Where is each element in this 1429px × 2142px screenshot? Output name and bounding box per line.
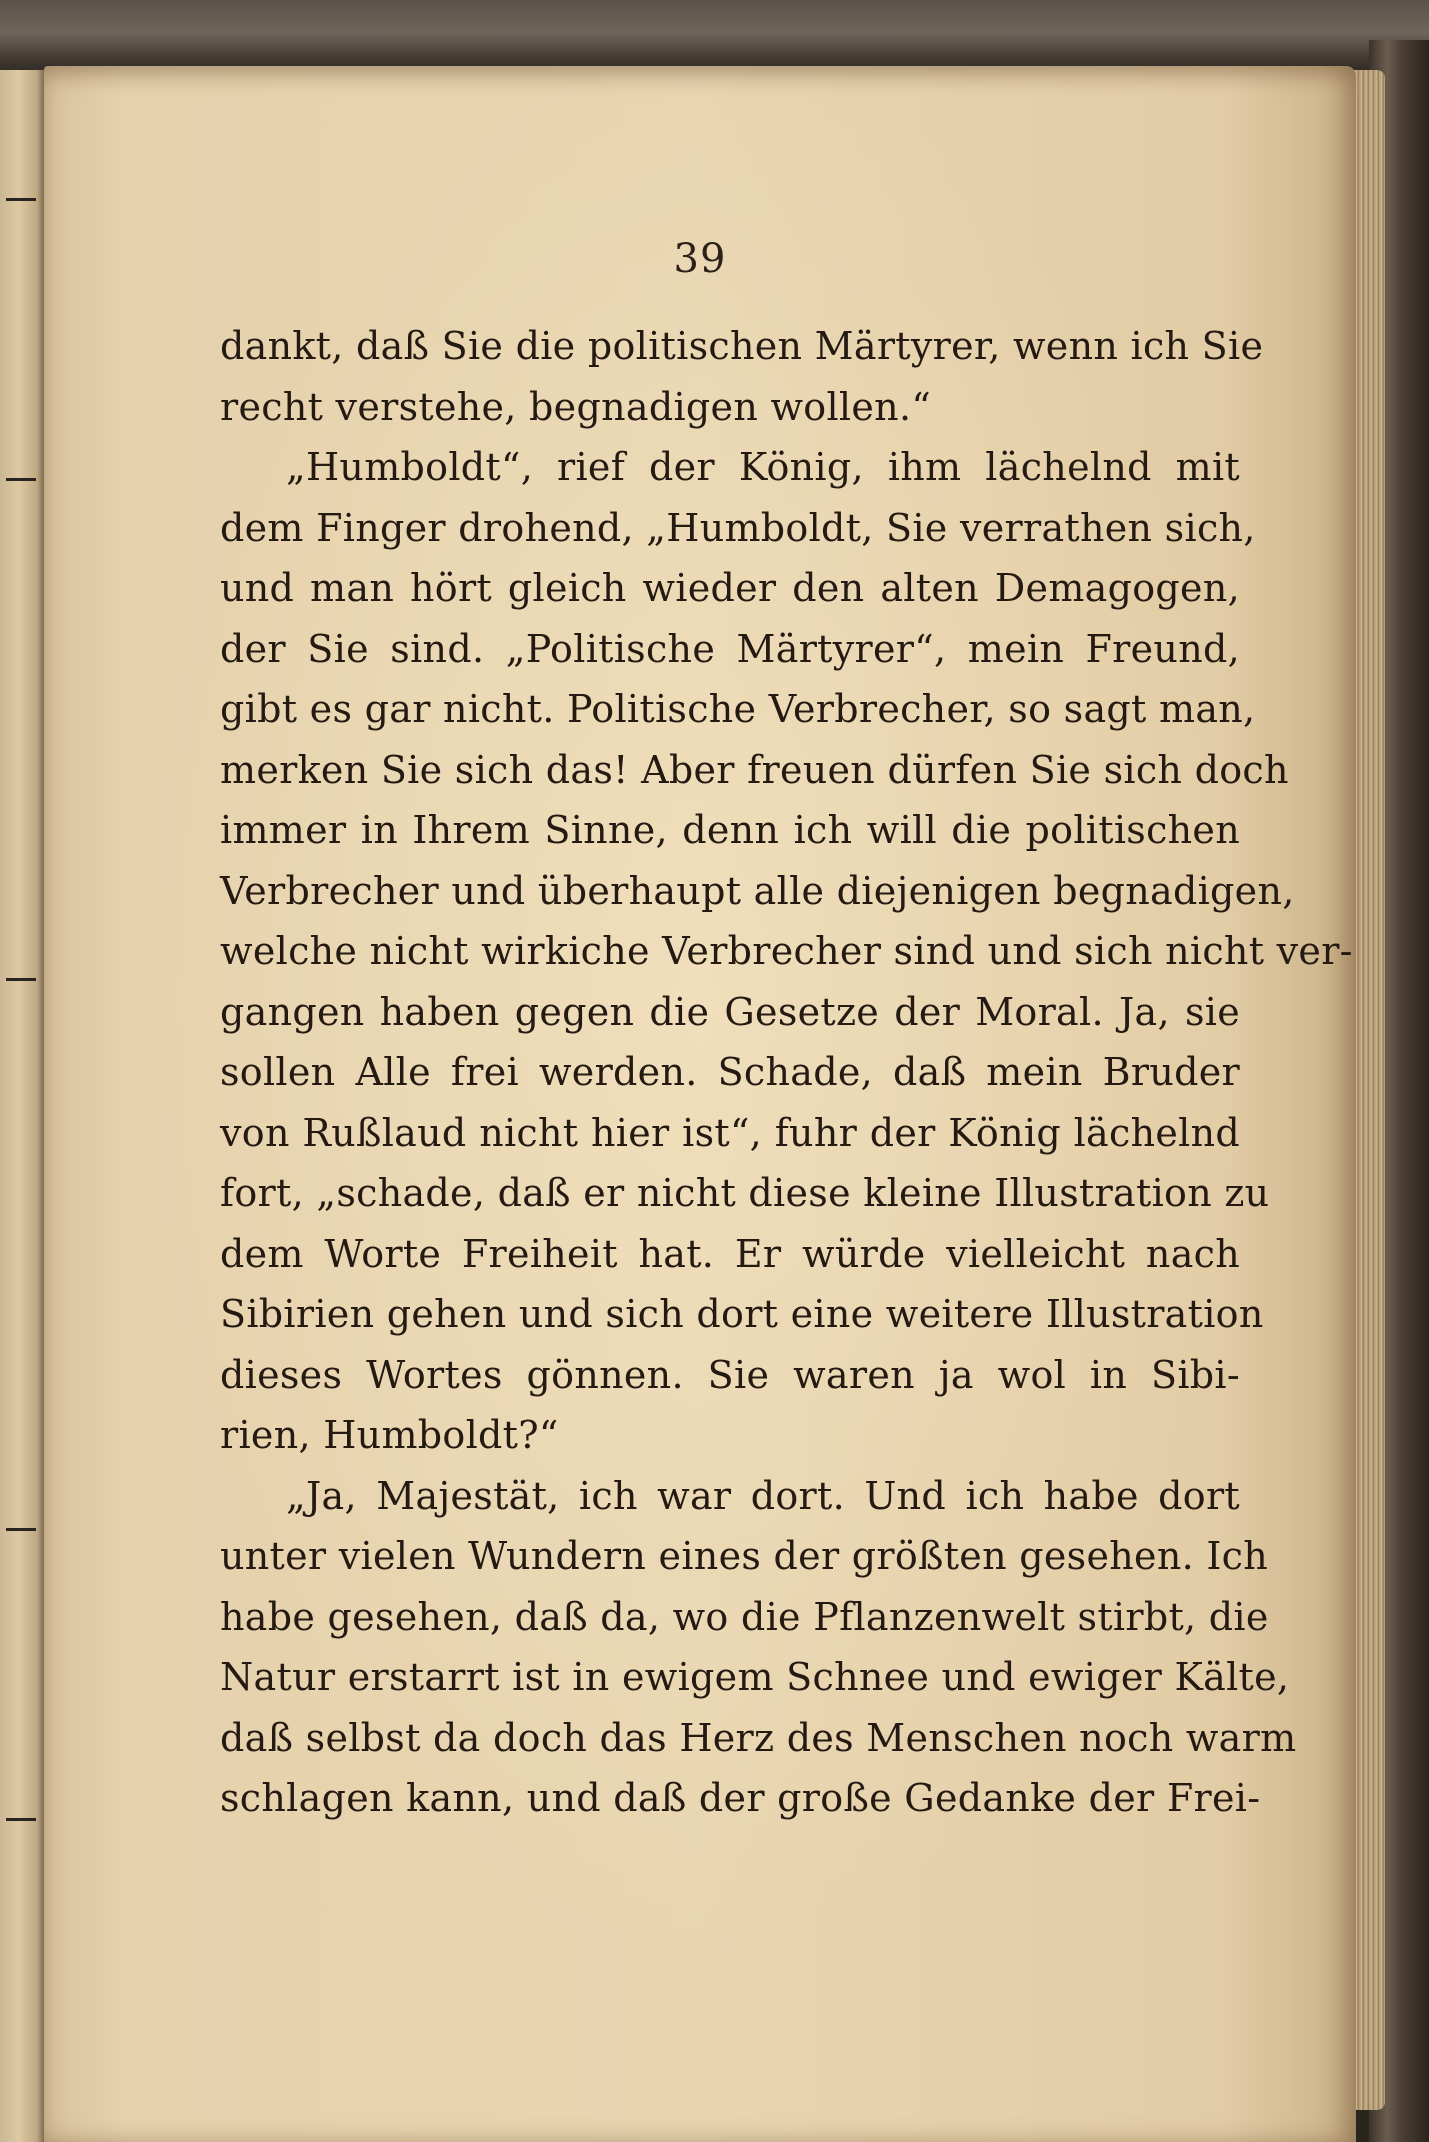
text-line: dem Finger drohend, „Humboldt, Sie verrathen sich, [220,505,1256,550]
text-line: „Ja, Majestät, ich war dort. Und ich habe dort [286,1473,1240,1518]
text-line: dem Worte Freiheit hat. Er würde vielleicht nach [220,1231,1240,1276]
text-line: sollen Alle frei werden. Schade, daß mein Bruder [220,1050,1240,1094]
text-line: gibt es gar nicht. Politische Verbrecher, so sagt man, [220,687,1256,731]
text-line: recht verstehe, begnadigen wollen.“ [220,384,932,429]
text-line: habe gesehen, daß da, wo die Pflanzenwelt stirbt, die [220,1594,1269,1639]
page-number: 39 [673,236,727,282]
text-line: von Rußlaud nicht hier ist“, fuhr der König lächelnd [220,1110,1240,1155]
thread-mark [6,978,36,981]
thread-mark [6,1528,36,1531]
thread-mark [6,1818,36,1821]
book-page [44,66,1356,2142]
thread-mark [6,478,36,481]
text-line: rien, Humboldt?“ [220,1413,559,1457]
text-line: dieses Wortes gönnen. Sie waren ja wol in Sibi- [220,1352,1240,1397]
previous-page-edge [0,70,46,2142]
text-line: unter vielen Wundern eines der größten gesehen. Ich [220,1534,1269,1578]
text-line: Natur erstarrt ist in ewigem Schnee und ewiger Kälte, [220,1655,1290,1699]
body-text [220,316,1353,1829]
text-line: merken Sie sich das! Aber freuen dürfen Sie sich doch [220,747,1289,792]
thread-mark [6,198,36,201]
text-line: Verbrecher und überhaupt alle diejenigen begnadigen, [220,868,1295,913]
text-line: Sibirien gehen und sich dort eine weitere Illustration [220,1292,1264,1336]
text-line: schlagen kann, und daß der große Gedanke der Frei- [220,1776,1261,1820]
text-line: gangen haben gegen die Gesetze der Moral. Ja, sie [220,989,1240,1034]
text-line: „Humboldt“, rief der König, ihm lächelnd mit [286,445,1240,489]
text-line: immer in Ihrem Sinne, denn ich will die politischen [220,808,1240,852]
text-line: daß selbst da doch das Herz des Menschen noch warm [220,1715,1297,1760]
text-line: dankt, daß Sie die politischen Märtyrer, wenn ich Sie [220,324,1264,368]
text-line: fort, „schade, daß er nicht diese kleine Illustration zu [220,1171,1270,1215]
text-line: der Sie sind. „Politische Märtyrer“, mein Freund, [220,626,1240,671]
text-line: welche nicht wirkiche Verbrecher sind und sich nicht ver- [220,929,1353,973]
text-line: und man hört gleich wieder den alten Demagogen, [220,566,1240,610]
